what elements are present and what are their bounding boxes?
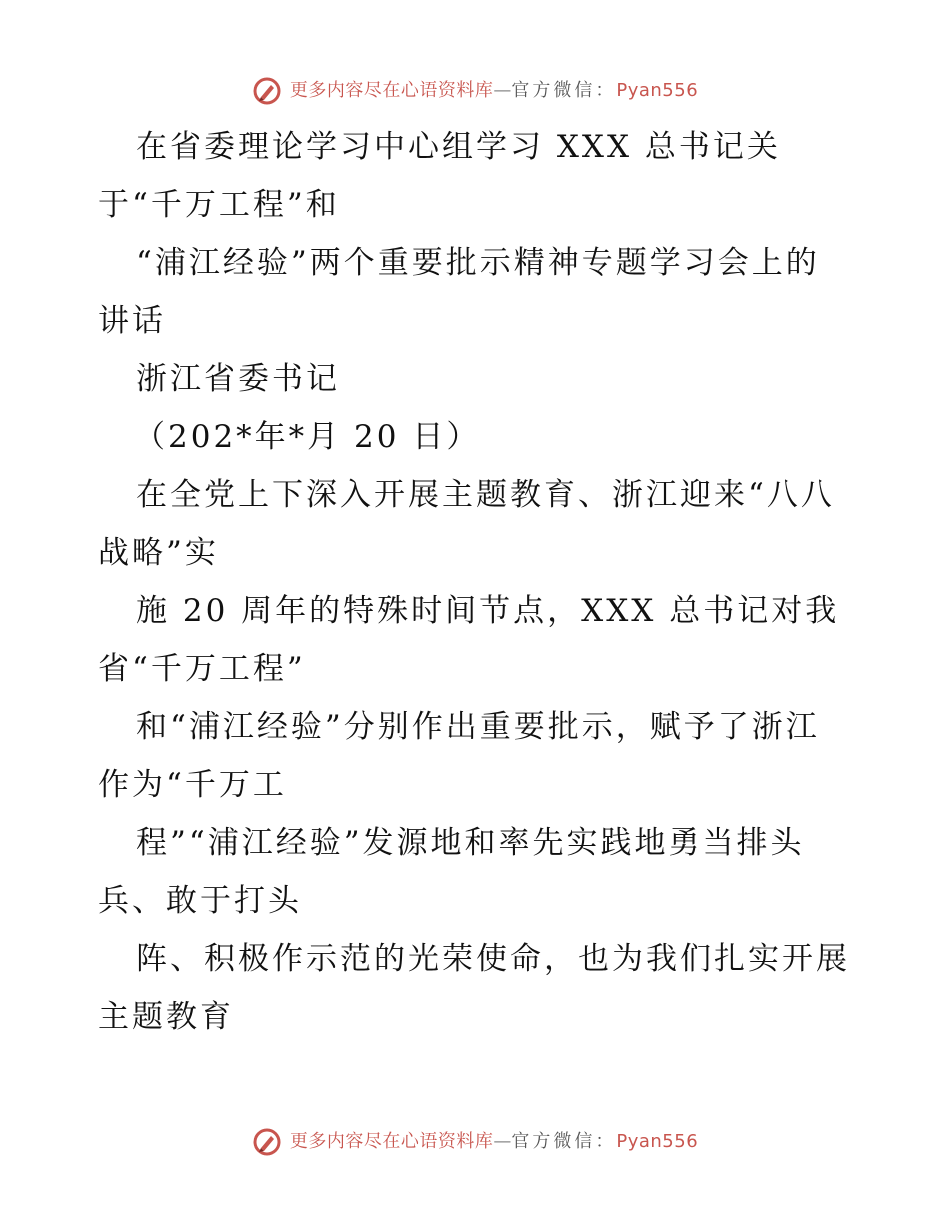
watermark-dash: —: [493, 80, 512, 101]
watermark-brand: 更多内容尽在心语资料库: [289, 1131, 494, 1152]
paragraph-line: 战略”实: [98, 535, 219, 571]
watermark-wechat-id: Pyan556: [616, 1131, 699, 1152]
paragraph-line: 主题教育: [98, 999, 234, 1035]
document-body: [98, 118, 858, 1046]
title-line: 于“千万工程”和: [98, 187, 340, 223]
paragraph-line: 省“千万工程”: [98, 651, 306, 687]
paragraph-line: 兵、敢于打头: [98, 883, 302, 919]
footer-watermark: [0, 1127, 950, 1157]
title-line: “浦江经验”两个重要批示精神专题学习会上的: [136, 245, 820, 281]
paragraph-line: 作为“千万工: [98, 767, 287, 803]
paragraph-line: 和“浦江经验”分别作出重要批示，赋予了浙江: [136, 709, 820, 745]
watermark-dash: —: [493, 1131, 512, 1152]
watermark-wechat-id: Pyan556: [616, 80, 699, 101]
paragraph-line: 施 20 周年的特殊时间节点，XXX 总书记对我: [136, 593, 840, 629]
title-line: 讲话: [98, 303, 166, 339]
author-line: 浙江省委书记: [136, 361, 340, 397]
date-line: （202*年*月 20 日）: [134, 419, 481, 455]
paragraph-line: 阵、积极作示范的光荣使命，也为我们扎实开展: [136, 941, 850, 977]
watermark-label: 官方微信：: [511, 80, 617, 101]
watermark-text: [290, 1130, 698, 1154]
watermark-label: 官方微信：: [511, 1131, 617, 1152]
pen-circle-icon: [252, 76, 282, 106]
paragraph-line: 程”“浦江经验”发源地和率先实践地勇当排头: [136, 825, 805, 861]
pen-circle-icon: [252, 1127, 282, 1157]
title-line: 在省委理论学习中心组学习 XXX 总书记关: [136, 129, 781, 165]
watermark-brand: 更多内容尽在心语资料库: [289, 80, 494, 101]
paragraph-line: 在全党上下深入开展主题教育、浙江迎来“八八: [136, 477, 835, 513]
header-watermark: [0, 76, 950, 106]
watermark-text: [290, 79, 698, 103]
